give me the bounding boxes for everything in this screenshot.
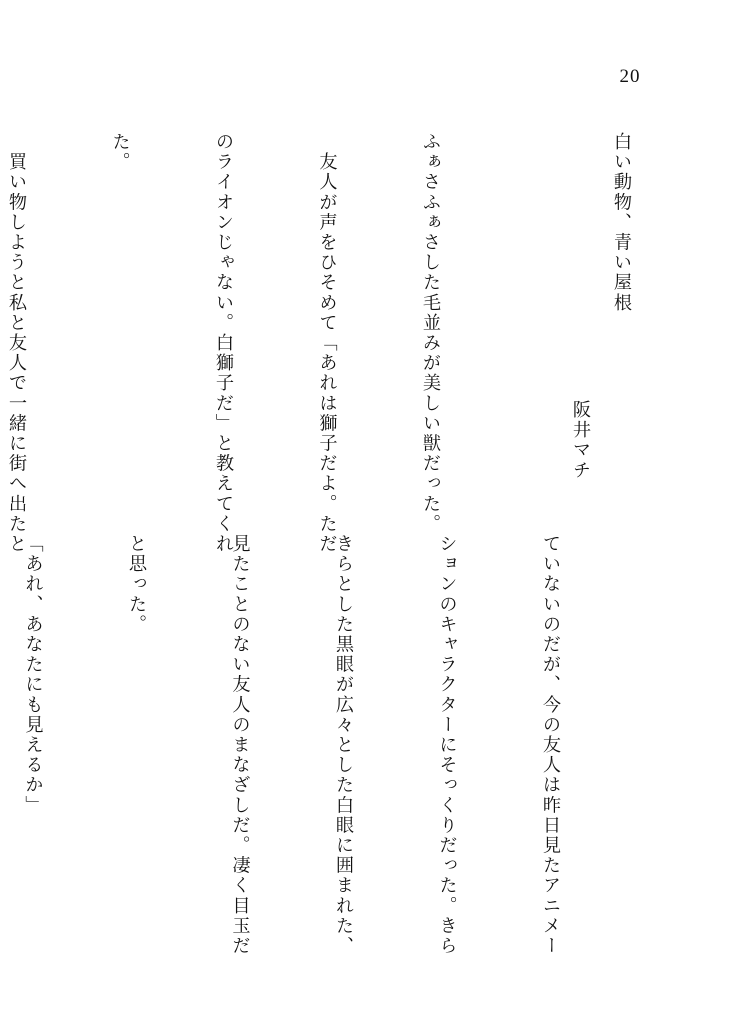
page-number: 20 xyxy=(619,66,641,87)
story-title: 白い動物、青い屋根 xyxy=(611,132,632,313)
text-line: 見たことのない友人のまなざしだ。凄く目玉だ xyxy=(229,534,251,957)
text-line: ていないのだが、今の友人は昨日見たアニメー xyxy=(540,534,561,957)
text-block-upper xyxy=(6,132,516,555)
text-line: きらとした黒眼が広々とした白眼に囲まれた、 xyxy=(333,534,354,957)
text-block-lower xyxy=(22,534,636,957)
text-line: た。 xyxy=(109,132,131,173)
text-line: 買い物しようと私と友人で一緒に街へ出たと xyxy=(6,132,27,555)
text-line: ふぁさふぁさした毛並みが美しい獣だった。 xyxy=(420,132,441,534)
text-line: ションのキャラクターにそっくりだった。きら xyxy=(436,534,458,957)
text-line: と思った。 xyxy=(126,534,147,635)
text-line: 友人が声をひそめて「あれは獅子だよ。ただ xyxy=(316,132,338,555)
text-line: 「あれ、あなたにも見えるか」 xyxy=(22,534,44,816)
text-line: のライオンじゃない。白獅子だ」と教えてくれ xyxy=(213,132,234,555)
author-name: 阪井マチ xyxy=(570,400,591,481)
